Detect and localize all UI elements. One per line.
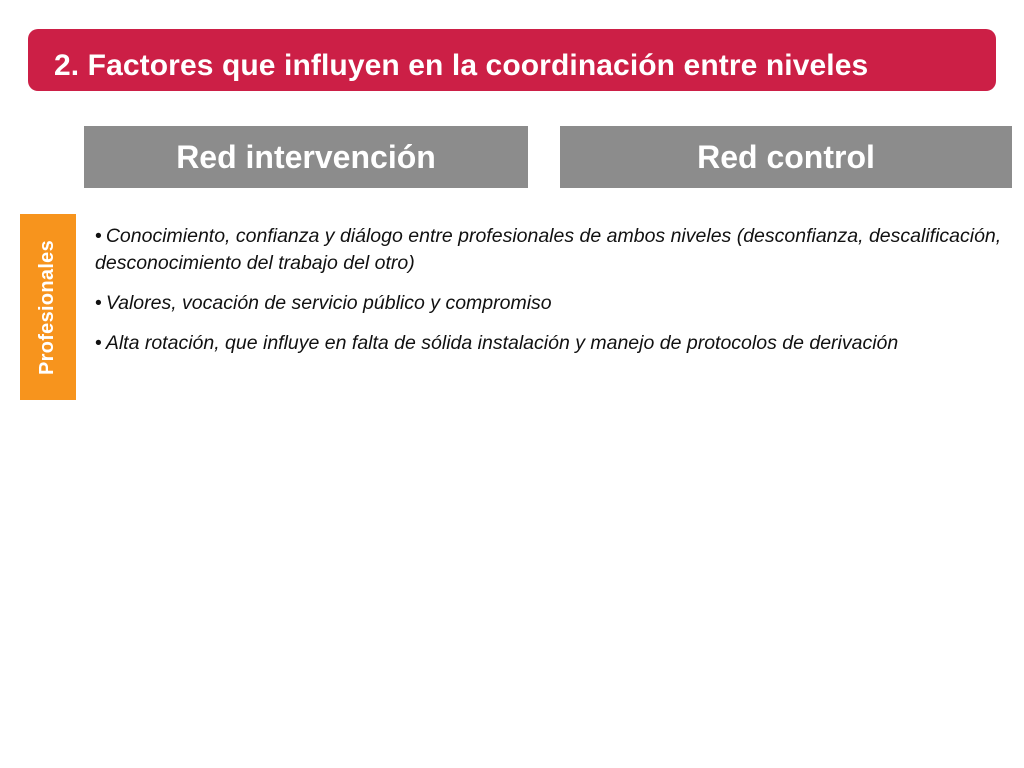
list-item: [95, 223, 1010, 277]
bullet-dot: •: [95, 225, 102, 247]
bullet-list: [95, 223, 1010, 370]
bullet-dot: •: [95, 332, 102, 354]
title-bar: [28, 29, 996, 91]
bullet-text: Conocimiento, confianza y diálogo entre profesionales de ambos niveles (desconfianza, descalificación, desconocimiento del trabajo del otro): [95, 225, 1002, 274]
bullet-text: Valores, vocación de servicio público y compromiso: [105, 292, 552, 314]
slide-title: 2. Factores que influyen en la coordinación entre niveles: [54, 49, 869, 82]
column-header-red-control: Red control: [560, 126, 1012, 188]
list-item: [95, 290, 1010, 317]
list-item: [95, 330, 1010, 357]
side-tab-profesionales: [20, 214, 76, 400]
side-tab-label: Profesionales: [36, 239, 59, 375]
bullet-text: Alta rotación, que influye en falta de sólida instalación y manejo de protocolos de derivación: [105, 332, 899, 354]
bullet-dot: •: [95, 292, 102, 314]
column-header-red-intervencion: Red intervención: [84, 126, 528, 188]
